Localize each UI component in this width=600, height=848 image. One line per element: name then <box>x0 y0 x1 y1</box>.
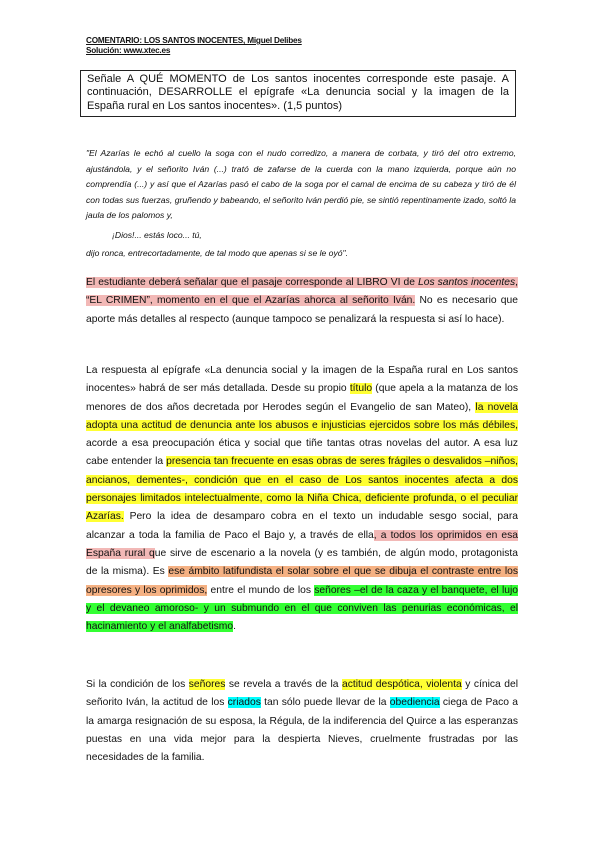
highlight-red: El estudiante deberá señalar que el pasaje corresponde al LIBRO VI de <box>86 277 418 288</box>
quoted-passage <box>86 146 516 261</box>
text-segment: se revela a través de la <box>225 679 342 690</box>
highlight-yellow: título <box>349 383 373 395</box>
highlight-yellow: presencia tan frecuente en esas obras de seres frágiles o desvalidos –niños, ancianos, dementes-, condición que en el caso de Los santos inocentes afecta a dos personajes limitados intelectualmente, como la Niña Chica, deficiente profunda, o el peculiar Azarías. <box>86 456 519 523</box>
highlight-orange: ese ámbito latifundista el solar sobre el que se dibuja el contraste entre los opresores y los oprimidos, <box>86 566 518 596</box>
highlight-red: , “EL CRIMEN”, momento en el que el Azarías ahorca al señorito Iván. <box>86 277 518 307</box>
quote-paragraph-3: dijo ronca, entrecortadamente, de tal modo que apenas si se le oyó". <box>86 247 348 258</box>
task-text: Señale A QUÉ MOMENTO de Los santos inocentes corresponde este pasaje. A continuación, DESARROLLE el epígrafe «La denuncia social y la imagen de la España rural en Los santos inocentes». (1,5 puntos) <box>87 73 509 112</box>
task-box <box>80 70 516 117</box>
highlight-yellow: señores <box>188 679 226 690</box>
highlight-red-italic: Los santos inocentes <box>418 277 516 288</box>
text-segment: ciega de Paco a la amarga resignación de su esposa, la Régula, de la indiferencia del Quirce a las esperanzas puestas en una vida mejor para la despierta Nieves, cruelmente frustradas por las necesidades de la familia. <box>86 697 519 764</box>
answer-paragraph-2 <box>86 362 518 636</box>
document-header <box>86 36 302 56</box>
text-segment: entre el mundo de los <box>207 584 315 596</box>
text-segment: No es necesario que aporte más detalles al respecto (aunque tampoco se penalizará la respuesta si así lo hace). <box>86 295 518 325</box>
highlight-red: , a todos los oprimidos en esa España rural q <box>86 529 519 559</box>
answer-paragraph-1 <box>86 274 518 329</box>
text-segment: y cínica del señorito Iván, la actitud de los <box>86 679 518 709</box>
quote-paragraph-2: ¡Dios!... estás loco... tú, <box>112 229 202 240</box>
text-segment: ue sirve de escenario a la novela (y es también, de algún modo, protagonista de la misma). Es <box>86 547 518 578</box>
text-segment: acorde a esa preocupación ética y social que tiñe tantas otras novelas del autor. A esa luz cabe entender la <box>86 438 518 468</box>
header-source: Solución: www.xtec.es <box>86 46 171 55</box>
text-segment: Pero la idea de desamparo cobra en el texto un indudable sesgo social, para alcanzar a toda la familia de Paco el Bajo y, a través de ella <box>86 511 518 541</box>
text-segment: tan sólo puede llevar de la <box>260 697 390 709</box>
highlight-cyan: criados <box>227 697 261 709</box>
text-segment: La respuesta al epígrafe «La denuncia social y la imagen de la España rural en Los santos inocentes» habrá de ser más detallada. Desde su propio <box>86 365 518 395</box>
highlight-yellow: la novela adopta una actitud de denuncia ante los abusos e injusticias ejercidos sobre los más débiles, <box>86 401 519 431</box>
text-segment: Si la condición de los <box>86 679 189 690</box>
highlight-green: señores –el de la caza y el banquete, el lujo y el devaneo amoroso- y un submundo en el que conviven las penurias económicas, el hacinamiento y el analfabetismo <box>86 584 518 633</box>
text-segment: (que apela a la matanza de los menores de dos años decretada por Herodes según el Evangelio de san Mateo), <box>86 383 518 413</box>
text-segment: . <box>233 621 236 633</box>
highlight-cyan: obediencia <box>389 697 440 709</box>
header-title: COMENTARIO: LOS SANTOS INOCENTES, Miguel Delibes <box>86 36 302 45</box>
highlight-yellow: actitud despótica, violenta <box>341 679 462 690</box>
quote-paragraph-1: "El Azarías le echó al cuello la soga con el nudo corredizo, a manera de corbata, y tiró del otro extremo, ajustándola, y el señorito Iván (...) trató de zafarse de la cuerda con la mano izquierda, porque aún no comprendía (...) y así que el Azarías pasó el cabo de la soga por el camal de encima de su cabeza y tiró de él con todas sus fuerzas, gruñendo y babeando, el señorito Iván perdió pie, se sintió repentinamente izado, soltó la jaula de los palomos y, <box>86 148 516 221</box>
answer-paragraph-3 <box>86 676 518 767</box>
